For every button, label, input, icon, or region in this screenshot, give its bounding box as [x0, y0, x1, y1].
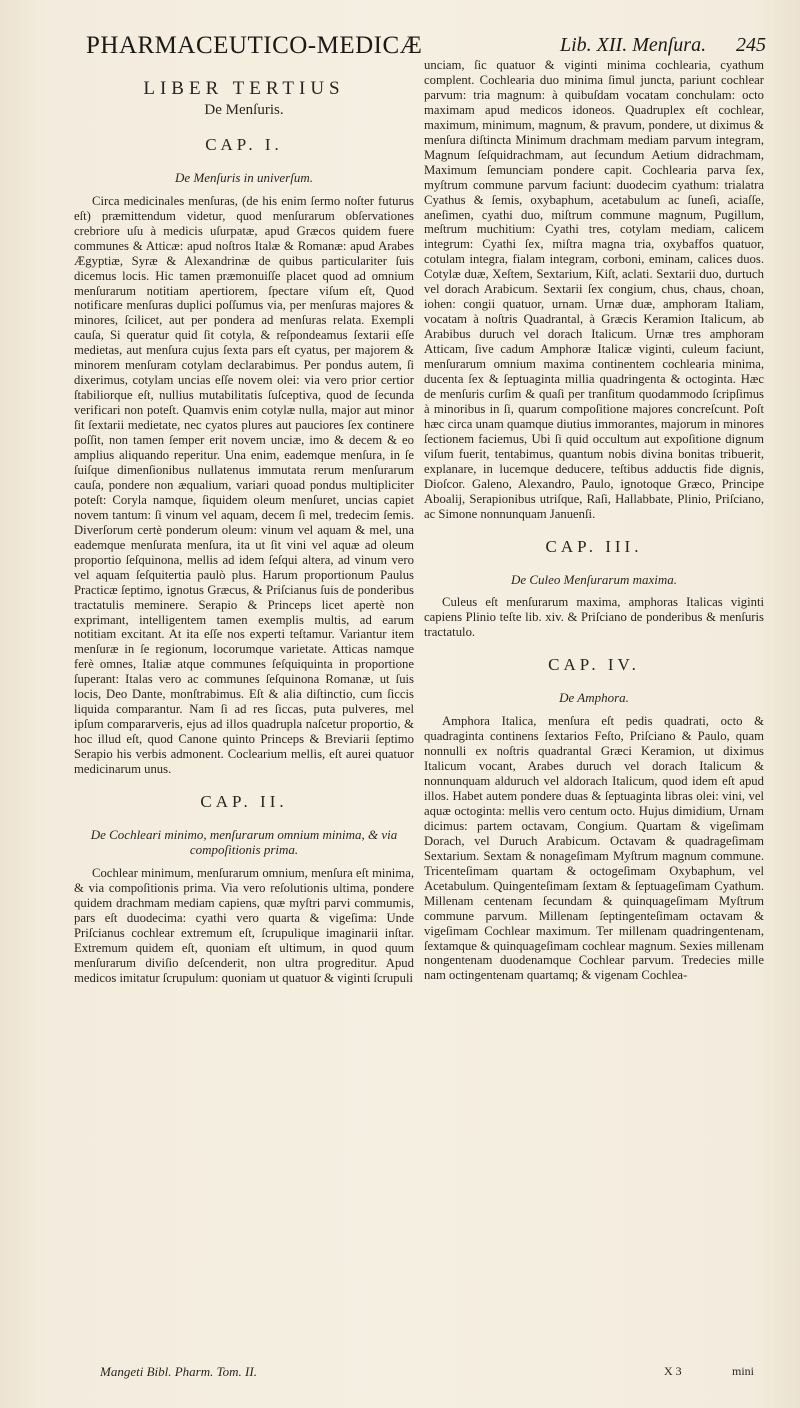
chapter-2-title: CAP. II. — [200, 791, 288, 811]
right-column — [424, 58, 764, 1358]
chapter-3-text: Culeus eſt menſurarum maxima, amphoras Italicas viginti capiens Plinio teſte lib. xiv. & Priſciano de ponderibus & menſuris tractatulo. — [424, 595, 764, 640]
chapter-1-title: CAP. I. — [205, 134, 283, 154]
running-title: PHARMACEUTICO-MEDICÆ — [86, 32, 423, 59]
page-number: 245 — [736, 34, 766, 56]
chapter-1-text: Circa medicinales menſuras, (de his enim ſermo noſter futurus eſt) præmittendum videtur, quod menſurarum obſervationes crebriore uſu à medicis uſurpatæ, apud Græcos quidem fuere communes & Atticæ: apud noſtros Italæ & Romanæ: apud Arabes Ægyptiæ, Syræ & Alexandrinæ de quibus particulariter ſuis dicemus locis. Hic tamen præmonuiſſe placet quod ad omnium menſurarum notitiam apertiorem, ſpectare viſum eſt, Quod notificare menſuras duplici poſſumus via, per menſuras majores & minores, ſcilicet, aut per pondera ad menſuras relata. Exempli cauſa, Si queratur quid ſit cotyla, & reſpondeamus ſextarii eſſe medietas, aut menſura cujus ſexta pars eſt cyatus, per majorem & minorem menſuram cotylam declarabimus. Per pondus autem, ſi dixerimus, cotylam uncias eſſe novem olei: via vero prior certior ſtabiliorque eſt, nullius mutabilitatis ſuſceptiva, quod de ſecunda verificari non poteſt. Quamvis enim cotylæ nulla, major aut minor ſit ſextarii medietate, nec cyatos plures aut pauciores ſex continere poſſit, non tamen ſemper erit novem unciæ, imo & decem & eo amplius aliquando reperitur. Una enim, eademque menſura, in ſe ſuiſque dimenſionibus nullatenus immutata rerum menſurarum cauſa, pondere non æqualium, variari quoad pondus multipliciter poteſt: Coryla namque, ſiquidem oleum menſuret, uncias capiet novem tantum: ſi vinum vel aquam, decem ſi mel, tredecim ſemis. Diverſorum certè ponderum oleum: vinum vel aquam & mel, una eademque menſurata menſura, ita ut ſit vini vel aquæ ad oleum proportio ſeſquinona, mellis ad idem ſeſqui altera, ad vinum vero vel aquam ſeſquitertia paulò plus. Harum proportionum Paulus Practicæ ſeptimo, ignotus Græcus, & Priſcianus ſuis de ponderibus tractatulis meminere. Serapio & Princeps licet apertè non exprimant, intelligentem tamen exemplis multis, ad earum notitiam excitant. At ita eſſe nos experti teſtamur. Variantur item menſuræ in ſe regionum, locorumque varietate. Atticas namque ferè omnes, Italiæ atque communes ſeſquiquinta in proportione ſuperant: Italas vero ac communes ſeſquinona Romanæ, ut ſuis locis, Deo Dante, monſtrabimus. Eſt & alia diſtinctio, cum ſiccis liquida comparantur. Nam ſi ad res ſiccas, puta pulveres, mel ipſum compararveris, ejus ad illos quadrupla naſcetur proportio, & hoc illud eſt, quod Canone quinto Princeps & Breviarii ſeptimo Serapio his verbis admonent. Coclearium mellis, eſt aurei quatuor medicinarum unus. — [74, 193, 414, 777]
chapter-4-text: Amphora Italica, menſura eſt pedis quadrati, octo & quadraginta continens ſextarios Feſto, Priſciano & Paulo, quam nonnulli ex noſtris quadrantal Græci Keramion, ut diximus Italicum vocant, Arabes duruch vel dorach Italicum & nonnunquam alduruch vel aldorach Italicum, quod idem eſt apud illos. Habet autem pondere duas & ſeptuaginta libras olei: vini, vel aquæ octoginta: mellis vero centum octo. Hujus dimidium, Urnam dicimus: partem octavam, Congium. Quartam & vigeſimam Dorach, vel Duruch Arabicum. Octavam & quadrageſimam Sextarium. Sextam & nonageſimam Myſtrum magnum commune. Tricenteſimam quartam & octogeſimam Oxybaphum, vel Acetabulum. Quingenteſimam ſextam & ſeptuageſimam Cyathum. Millenam centenam ſecundam & quinquageſimam Myſtrum commune parvum. Millenam ſeptingenteſimam octavam & vigeſimam Cochlear maximum. Ter millenam quadringentenam, ſextamque & quinquageſimam cochlear magnum. Sexies millenam nongentenam duodenamque Cochlear parvum. Tredecies mille nam octingentenam quartamq; & vigenam Cochlea- — [424, 714, 764, 983]
chapter-2-rubric: De Cochleari minimo, menſurarum omnium minima, & via compoſitionis prima. — [90, 826, 398, 857]
chapter-3-title: CAP. III. — [545, 536, 643, 556]
section-title: Lib. XII. Menſura. — [560, 34, 707, 56]
continued-text: unciam, ſic quatuor & viginti minima cochlearia, cyathum complent. Cochlearia duo minima ſimul juncta, pariunt cochlear parvum: tria magnum: à quibuſdam vocatam conchulam: octo maximam apud medicos idoneos. Quadruplex eſt cochlear, maximum, minimum, magnum, & pravum, pondere, ut diximus & menſura diſtincta Minimum drachmam mediam parvum integram, Magnum ſeſquidrachmam, aut ſecundum Aetium didrachmam, Maximum ſemunciam pondere capit. Cochlearia parva ſex, myſtrum commune parvum faciunt: duodecim cyathum: trialatra Cyathus & ſemis, oxybaphum, acetabulum ac ſuneſi, aciaſſe, aneſimen, cyathi duo, miſtrum commune magnum, Pugillum, meſtrum muchitium: Cyathi tres, cotylam mediam, calicem integrum: Cyathi ſex, miſtra magna tria, oxybaffos quatuor, cotulam integra, fialam integram, corboni, eminam, calices duos. Cotylæ duæ, Xeſtem, Sextarium, Kiſt, aclati. Sextarii duo, durtuch vel dorach Arabicum. Sextarii ſex congium, chus, chaus, choan, iohen: congii quatuor, urnam. Urnæ duæ, amphoram Italiam, vocatam à noſtris Quadrantal, à Græcis Keramion Italicum, ab Arabibus duruch vel dorach Italicum. Urnæ tres amphoram Atticam, ſive cadum Amphoræ Italicæ viginti, culeum faciunt, menſurarum omnium maxima continentem cochlearia minima, ducenta ſex & ſeptuaginta millia quadringenta & octoginta. Hæc de menſuris curſim & quaſi per tranſitum quodammodo ſcripſimus à minoribus in ſi, quarum compoſitione majores concreſcunt. Poſt hæc circa unam quamque diutius immorantes, majorum in minores ſectionem faciemus, Ubi ſi quid occultum aut expoſitione dignum viſum fuerit, tentabimus, quantum nobis divina bonitas tribuerit, explanare, in lucemque deducere, teſtibus adductis fide dignis, Dioſcor. Galeno, Alexandro, Paulo, ignotoque Græco, Principe Aboalij, Serapionibus utriſque, Raſi, Hallabbate, Plinio, Priſciano, ac Simone nonnunquam Januenſi. — [424, 58, 764, 521]
left-column — [74, 72, 414, 1372]
book-subtitle: De Menſuris. — [204, 101, 284, 118]
chapter-1-rubric: De Menſuris in univerſum. — [175, 169, 313, 185]
page-footer — [74, 1364, 754, 1388]
library-credit: Mangeti Bibl. Pharm. Tom. II. — [100, 1364, 257, 1379]
signature-mark: X 3 — [664, 1364, 682, 1378]
chapter-4-title: CAP. IV. — [548, 655, 640, 675]
catchword: mini — [731, 1364, 754, 1378]
chapter-4-rubric: De Amphora. — [559, 690, 629, 706]
chapter-2-text: Cochlear minimum, menſurarum omnium, menſura eſt minima, & via compoſitionis prima. Via vero reſolutionis ultima, pondere quidem drachmam mediam capiens, quæ myſtri parvi commumis, pars eſt duodecima: cyathi vero quarta & vigeſima: Unde Priſcianus cochlear extremum eſt, ſcrupulique imaginarii inſtar. Extremum quidem eſt, quoniam eſt ultimum, in quod quum menſurarum diviſio deſcenderit, non ultra progreditur. Apud medicos imitatur ſcrupulum: quoniam ut quatuor & viginti ſcrupuli — [74, 865, 414, 985]
chapter-3-rubric: De Culeo Menſurarum maxima. — [510, 571, 678, 587]
book-title: LIBER TERTIUS — [143, 78, 345, 99]
